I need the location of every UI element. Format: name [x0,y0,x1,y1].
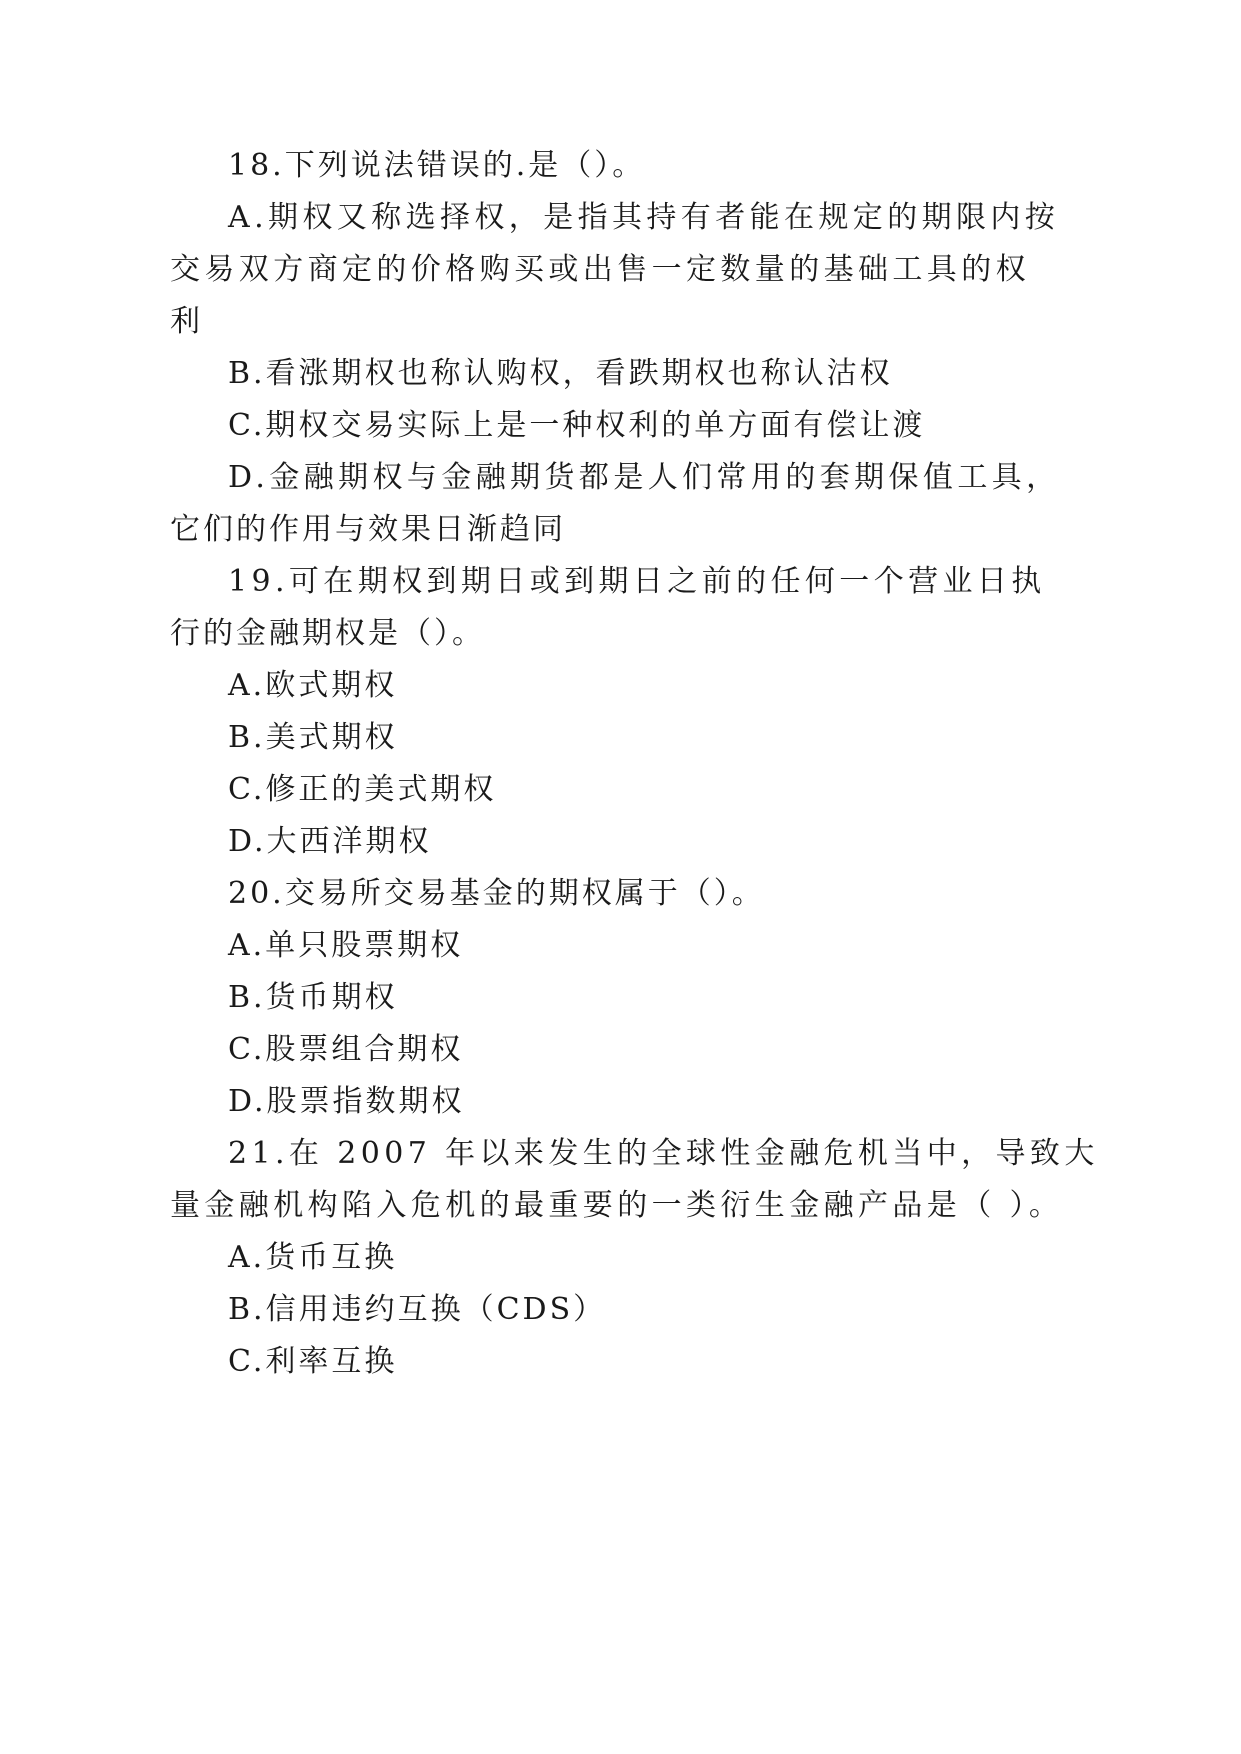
option-21c: C.利率互换 [228,1344,398,1379]
option-20c: C.股票组合期权 [228,1032,464,1067]
option-18a-line-2: 交易双方商定的价格购买或出售一定数量的基础工具的权 [170,252,1030,287]
option-18d-line-1: D.金融期权与金融期货都是人们常用的套期保值工具， [228,460,1061,495]
question-20-text: 20.交易所交易基金的期权属于（）。 [228,876,765,911]
option-21b: B.信用违约互换（CDS） [228,1292,607,1327]
option-20b: B.货币期权 [228,980,398,1015]
option-19c: C.修正的美式期权 [228,772,497,807]
option-19d: D.大西洋期权 [228,824,432,859]
question-18-text: 18.下列说法错误的.是（）。 [228,148,646,183]
option-18a-line-1: A.期权又称选择权，是指其持有者能在规定的期限内按 [228,200,1060,235]
question-19-line-1: 19.可在期权到期日或到期日之前的任何一个营业日执 [228,564,1046,599]
option-18a-line-3: 利 [170,304,203,339]
option-19a: A.欧式期权 [228,668,398,703]
question-21-line-2: 量金融机构陷入危机的最重要的一类衍生金融产品是（ ）。 [170,1188,1064,1223]
option-18d-line-2: 它们的作用与效果日渐趋同 [170,512,566,547]
question-19-line-2: 行的金融期权是（）。 [170,616,485,651]
option-21a: A.货币互换 [228,1240,398,1275]
question-21-line-1: 21.在 2007 年以来发生的全球性金融危机当中，导致大 [228,1136,1099,1171]
option-18c: C.期权交易实际上是一种权利的单方面有偿让渡 [228,408,926,443]
option-20d: D.股票指数期权 [228,1084,465,1119]
option-18b: B.看涨期权也称认购权，看跌期权也称认沽权 [228,356,893,391]
option-20a: A.单只股票期权 [228,928,464,963]
option-19b: B.美式期权 [228,720,398,755]
